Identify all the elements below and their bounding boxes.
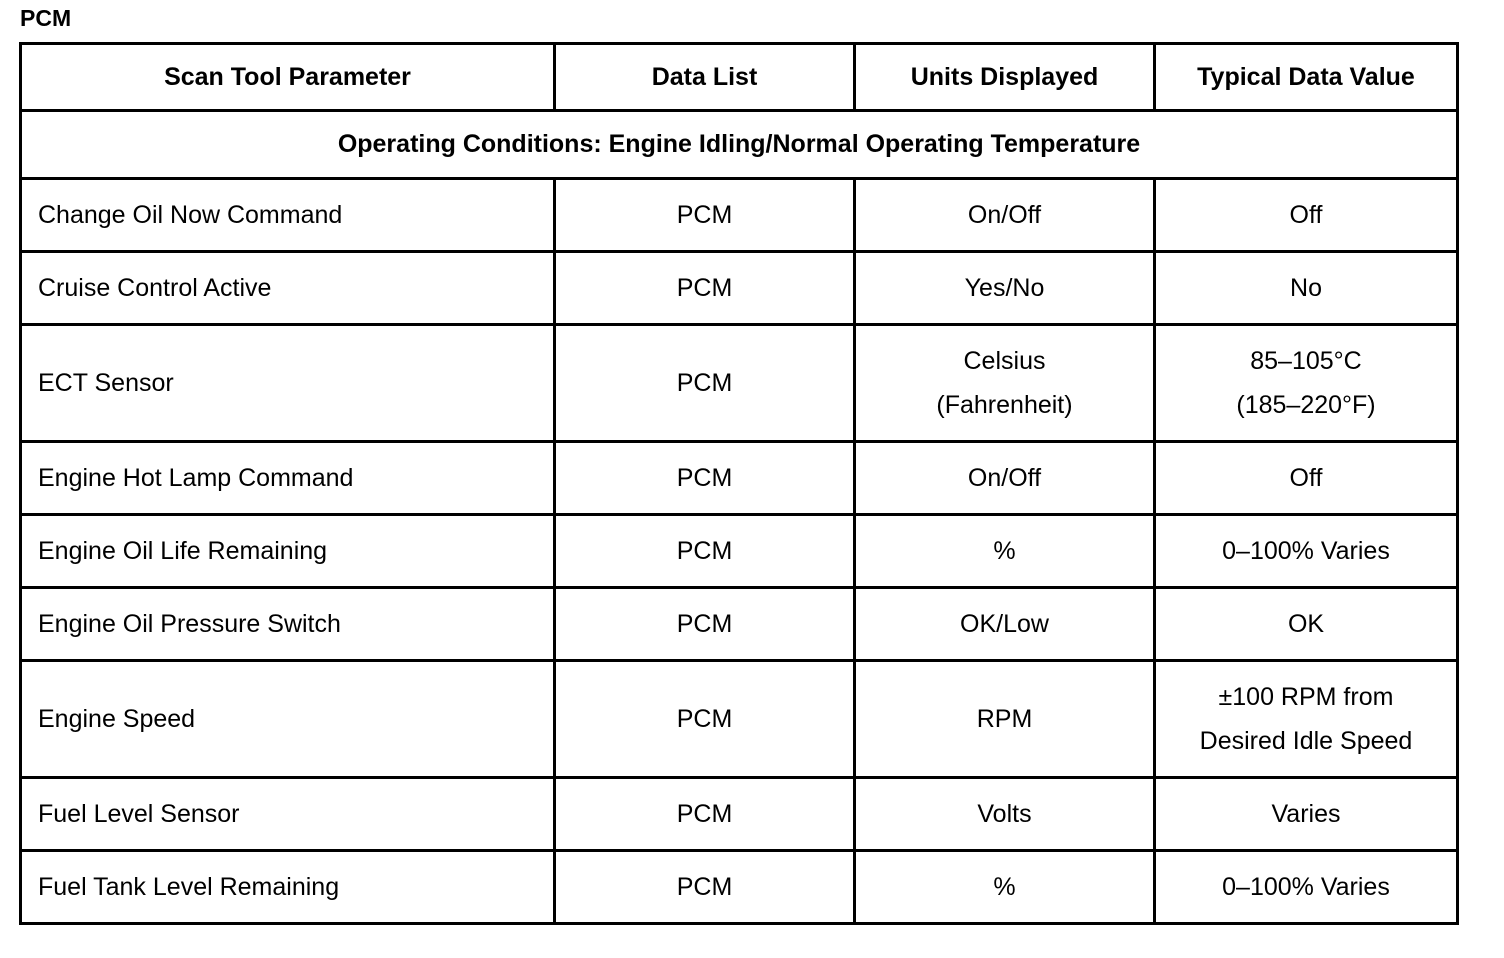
table-row (21, 778, 1458, 851)
table-row (21, 325, 1458, 442)
units-value: On/Off (967, 201, 1042, 229)
data-list-cell: PCM (555, 515, 855, 588)
typical-value-cell (1155, 252, 1458, 325)
units-cell (855, 778, 1155, 851)
table-header-row (21, 44, 1458, 111)
scan-tool-data-table (19, 42, 1459, 925)
typical-value-cell (1155, 661, 1458, 778)
units-cell (855, 325, 1155, 442)
units-cell (855, 515, 1155, 588)
parameter-cell: Engine Speed (21, 661, 555, 778)
units-value: On/Off (967, 464, 1042, 492)
table-row (21, 588, 1458, 661)
typical-value: No (1290, 274, 1322, 302)
parameter-cell: ECT Sensor (21, 325, 555, 442)
typical-value: 0–100% Varies (1222, 537, 1390, 565)
parameter-cell: Engine Oil Pressure Switch (21, 588, 555, 661)
parameter-cell: Fuel Level Sensor (21, 778, 555, 851)
units-value: Volts (977, 800, 1032, 828)
typical-value-cell (1155, 851, 1458, 924)
units-cell (855, 442, 1155, 515)
units-value: % (993, 537, 1016, 565)
table-row (21, 179, 1458, 252)
data-list-cell: PCM (555, 661, 855, 778)
units-cell (855, 179, 1155, 252)
page-title: PCM (20, 5, 72, 31)
typical-value: ±100 RPM from (1218, 683, 1394, 711)
units-value: RPM (976, 705, 1033, 733)
data-list-cell: PCM (555, 588, 855, 661)
typical-value-cell (1155, 588, 1458, 661)
parameter-cell: Engine Oil Life Remaining (21, 515, 555, 588)
parameter-cell: Cruise Control Active (21, 252, 555, 325)
table-row (21, 515, 1458, 588)
typical-value: Off (1289, 464, 1323, 492)
parameter-cell: Change Oil Now Command (21, 179, 555, 252)
data-list-cell: PCM (555, 252, 855, 325)
table-row (21, 851, 1458, 924)
table-row (21, 442, 1458, 515)
units-cell (855, 588, 1155, 661)
units-value: Celsius (963, 347, 1046, 375)
typical-value: 0–100% Varies (1222, 873, 1390, 901)
data-list-cell: PCM (555, 851, 855, 924)
units-value-secondary: (Fahrenheit) (936, 391, 1073, 419)
operating-conditions-row (21, 111, 1458, 179)
header-units-displayed: Units Displayed (855, 44, 1155, 111)
header-typical-data-value: Typical Data Value (1155, 44, 1458, 111)
units-value: OK/Low (960, 610, 1049, 638)
operating-conditions-label: Operating Conditions: Engine Idling/Normal Operating Temperature (21, 111, 1458, 179)
typical-value-cell (1155, 325, 1458, 442)
data-list-cell: PCM (555, 442, 855, 515)
data-list-cell: PCM (555, 325, 855, 442)
units-cell (855, 851, 1155, 924)
units-cell (855, 661, 1155, 778)
typical-value: Varies (1271, 800, 1341, 828)
parameter-cell: Engine Hot Lamp Command (21, 442, 555, 515)
typical-value-cell (1155, 778, 1458, 851)
units-cell (855, 252, 1155, 325)
header-scan-tool-parameter: Scan Tool Parameter (21, 44, 555, 111)
units-value: % (993, 873, 1016, 901)
data-list-cell: PCM (555, 179, 855, 252)
units-value: Yes/No (964, 274, 1045, 302)
typical-value-cell (1155, 515, 1458, 588)
table-row (21, 661, 1458, 778)
typical-value: OK (1287, 610, 1325, 638)
typical-value-cell (1155, 179, 1458, 252)
typical-value-secondary: Desired Idle Speed (1199, 727, 1413, 755)
header-data-list: Data List (555, 44, 855, 111)
typical-value-cell (1155, 442, 1458, 515)
typical-value: 85–105°C (1250, 347, 1362, 375)
data-list-cell: PCM (555, 778, 855, 851)
table-row (21, 252, 1458, 325)
parameter-cell: Fuel Tank Level Remaining (21, 851, 555, 924)
typical-value: Off (1289, 201, 1323, 229)
typical-value-secondary: (185–220°F) (1236, 391, 1376, 419)
